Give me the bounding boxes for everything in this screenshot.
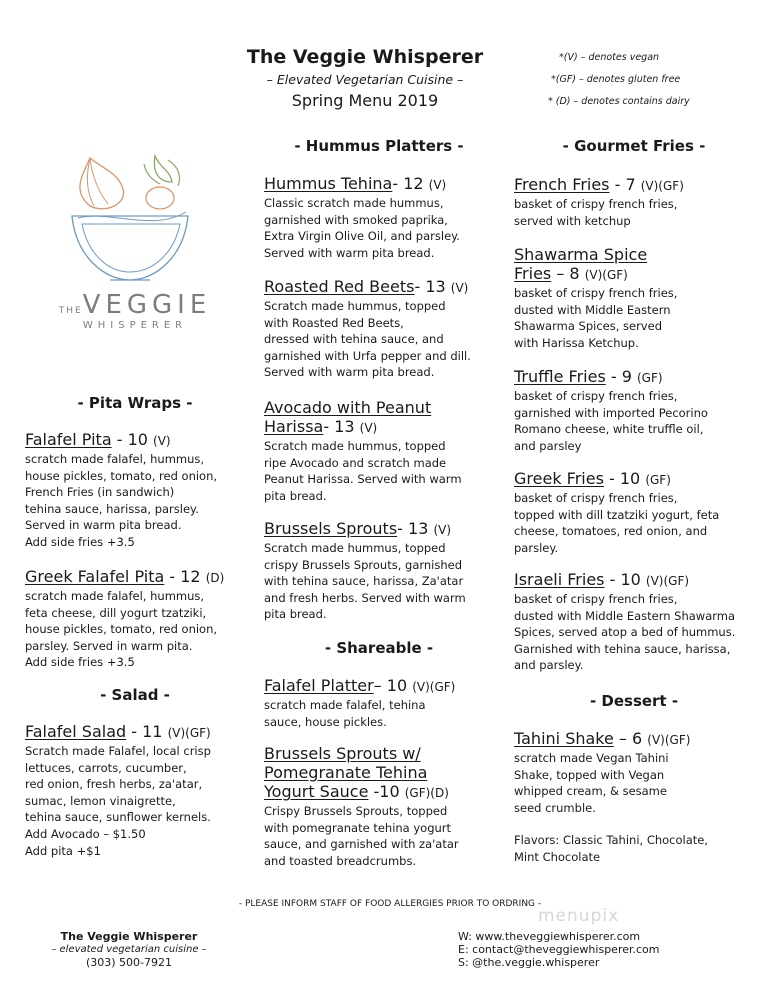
footer-email[interactable]: E: contact@theveggiewhisperer.com [458,943,660,956]
footer-right [458,930,660,969]
menu-item-roasted-red-beets [264,277,471,381]
item-tag: (V)(GF) [645,574,690,588]
item-price: -10 [368,782,400,801]
menu-item-hummus-tehina [264,174,460,261]
item-price: - 13 [323,417,355,436]
desc-line: with pomegranate tehina yogurt [264,820,452,835]
desc-line: Peanut Harissa. Served with warm [264,472,462,487]
item-tag: (V)(GF) [647,733,691,747]
allergy-notice: - PLEASE INFORM STAFF OF FOOD ALLERGIES PRIOR TO ORDRING - [238,899,542,909]
item-name: Shawarma Spice [514,245,648,264]
menu-item-falafel-salad [25,722,211,859]
desc-line: garnished with Urfa pepper and dill. [264,348,471,363]
item-tag: (V)(GF) [412,680,456,694]
heading-hummus-platters: - Hummus Platters - [294,137,464,155]
note-vegan: *(V) – denotes vegan [559,52,660,63]
desc-line: ripe Avocado and scratch made [264,455,447,470]
item-tag: (V)(GF) [167,726,211,740]
logo-the: THE [58,306,83,316]
desc-line: Served in warm pita bread. [25,518,182,533]
item-name: French Fries [514,175,610,194]
desc-line: dressed with tehina sauce, and [264,332,444,347]
desc-line: Shake, topped with Vegan [514,767,665,782]
item-price: - 9 [605,367,632,386]
desc-line: basket of crispy french fries, [514,197,678,211]
desc-line: parsley. Served in warm pita. [25,638,193,653]
item-name: Truffle Fries [514,367,606,386]
desc-line: seed crumble. [514,800,596,815]
desc-line: Scratch made hummus, topped [264,299,446,313]
desc-line: pita bread. [264,607,327,622]
item-price: - 12 [392,174,424,193]
item-name: Hummus Tehina [264,174,393,193]
desc-line: Romano cheese, white truffle oil, [514,422,704,437]
desc-line: sumac, lemon vinaigrette, [25,793,176,808]
note-dairy: * (D) – denotes contains dairy [548,96,690,107]
desc-line: Add side fries +3.5 [25,655,135,670]
desc-line: and fresh herbs. Served with warm [264,590,466,605]
desc-line: basket of crispy french fries, [514,286,678,300]
item-name: Greek Falafel Pita [25,567,165,586]
desc-line: pita bread. [264,488,327,503]
menu-item-greek-falafel-pita [25,567,224,671]
footer-name: The Veggie Whisperer [60,930,198,943]
desc-line: house pickles, tomato, red onion, [25,622,218,637]
desc-line: tehina sauce, sunflower kernels. [25,810,211,825]
item-tag: (V) [359,421,378,435]
desc-line: dusted with Middle Eastern [514,302,671,317]
desc-line: basket of crispy french fries, [514,491,678,505]
desc-line: Add side fries +3.5 [25,534,135,549]
desc-line: Extra Virgin Olive Oil, and parsley. [264,229,460,244]
logo-veggie: VEGGIE [82,290,212,320]
footer-website[interactable]: W: www.theveggiewhisperer.com [458,930,641,943]
desc-line: topped with dill tzatziki yogurt, feta [514,507,720,522]
desc-line: cheese, tomatoes, red onion, and [514,524,708,539]
item-price: – 6 [613,729,643,748]
item-name: Greek Fries [514,469,604,488]
desc-line: Scratch made hummus, topped [264,541,446,555]
desc-line: and toasted breadcrumbs. [264,853,417,868]
footer-tagline: – elevated vegetarian cuisine – [51,944,207,955]
desc-line: French Fries (in sandwich) [25,485,175,500]
item-price: – 10 [373,676,408,695]
menu-item-falafel-pita [25,430,217,551]
desc-line: Add pita +$1 [25,843,101,858]
menu-item-brussels-sprouts [264,519,466,623]
item-price: - 10 [604,570,641,589]
item-price: - 10 [603,469,641,488]
desc-line: dusted with Middle Eastern Shawarma [514,608,736,623]
desc-line: house pickles, tomato, red onion, [25,468,218,483]
desc-line: basket of crispy french fries, [514,389,678,403]
desc-line: Served with warm pita bread. [264,365,435,380]
item-name-line2: Harissa [264,417,324,436]
footer-phone: (303) 500-7921 [85,956,173,969]
item-tag: (V)(GF) [640,179,684,193]
desc-line: feta cheese, dill yogurt tzatziki, [25,605,207,620]
menu-item-truffle-fries [514,367,708,454]
item-name: Falafel Pita [25,430,112,449]
menu-subtitle: – Elevated Vegetarian Cuisine – [266,72,464,87]
veggie-bowl-icon [60,146,210,296]
desc-line: lettuces, carrots, cucumber, [25,760,187,775]
item-name: Falafel Salad [25,722,127,741]
menu-item-brussels-pomegranate [264,744,459,869]
item-price: - 13 [414,277,446,296]
item-tag: (GF) [637,371,663,385]
desc-line: red onion, fresh herbs, za'atar, [25,777,203,792]
desc-line: Served with warm pita bread. [264,245,435,260]
item-price: - 11 [126,722,163,741]
desc-line: tehina sauce, harissa, parsley. [25,501,199,516]
desc-line: scratch made falafel, hummus, [25,589,205,603]
item-tag: (GF)(D) [404,786,449,800]
heading-shareable: - Shareable - [324,639,434,657]
item-name: Brussels Sprouts [264,519,398,538]
item-tag: (V) [428,178,447,192]
item-name: Avocado with Peanut [264,398,432,417]
desc-line: whipped cream, & sesame [514,784,667,799]
note-gluten-free: *(GF) – denotes gluten free [551,74,681,85]
desc-line: with Roasted Red Beets, [264,315,404,330]
desc-line: sauce, house pickles. [264,714,387,729]
logo-graphic [60,146,210,296]
heading-dessert: - Dessert - [589,692,679,710]
footer-left [44,930,214,969]
item-tag: (V) [153,434,171,448]
menu-item-french-fries [514,175,684,229]
item-name: Brussels Sprouts w/ [264,744,421,763]
desc-line: Crispy Brussels Sprouts, topped [264,804,448,818]
desc-line: sauce, and garnished with za'atar [264,837,459,852]
desc-line: with tehina sauce, harissa, Za'atar [264,574,464,589]
item-name: Roasted Red Beets [264,277,415,296]
item-price: - 7 [609,175,636,194]
desc-line: parsley. [514,540,559,555]
desc-line: Shawarma Spices, served [514,319,662,334]
heading-pita-wraps: - Pita Wraps - [77,394,193,412]
item-price: – 8 [551,264,580,283]
desc-line: crispy Brussels Sprouts, garnished [264,557,463,572]
desc-line: served with ketchup [514,213,631,228]
menu-item-tahini-shake [514,729,708,866]
desc-line: garnished with smoked paprika, [264,212,448,227]
desc-line: scratch made falafel, tehina [264,698,426,712]
desc-line: Spices, served atop a bed of hummus. [514,625,736,640]
item-price: - 10 [111,430,148,449]
desc-line: scratch made falafel, hummus, [25,452,205,466]
item-name: Falafel Platter [264,676,374,695]
legend-notes [548,47,690,113]
heading-salad: - Salad - [100,686,170,704]
desc-line: Garnished with tehina sauce, harissa, [514,641,731,656]
desc-line: Add Avocado – $1.50 [25,826,146,841]
footer-social[interactable]: S: @the.veggie.whisperer [458,956,600,969]
item-tag: (D) [205,571,225,585]
item-price: - 12 [164,567,201,586]
desc-line: and parsley [514,438,582,453]
desc-line: with Harissa Ketchup. [514,335,639,350]
item-name-line2: Pomegranate Tehina [264,763,428,782]
item-tag: (V) [433,523,452,537]
menu-season: Spring Menu 2019 [291,91,439,110]
item-tag: (GF) [645,473,671,487]
flavors-line: Mint Chocolate [514,849,601,864]
item-name-line3: Yogurt Sauce [264,782,369,801]
item-name-line2: Fries [514,264,552,283]
flavors-line: Flavors: Classic Tahini, Chocolate, [514,833,709,848]
desc-line: and parsley. [514,658,584,673]
item-name: Tahini Shake [514,729,614,748]
desc-line: Classic scratch made hummus, [264,196,444,210]
item-tag: (V) [450,281,469,295]
item-tag: (V)(GF) [584,268,628,282]
desc-line: basket of crispy french fries, [514,592,678,606]
heading-gourmet-fries: - Gourmet Fries - [562,137,706,155]
menu-item-avocado-peanut-harissa [264,398,462,504]
desc-line: Scratch made Falafel, local crisp [25,744,211,758]
desc-line: scratch made Vegan Tahini [514,751,669,765]
menu-item-shawarma-fries [514,245,677,351]
menu-item-greek-fries [514,469,719,556]
desc-line: Scratch made hummus, topped [264,439,446,453]
menu-item-israeli-fries [514,570,735,674]
logo-whisperer: WHISPERER [82,320,188,331]
item-price: - 13 [397,519,429,538]
menu-item-falafel-platter [264,676,455,730]
menu-title: The Veggie Whisperer [246,46,484,68]
item-name: Israeli Fries [514,570,605,589]
logo-wordmark [40,290,230,331]
watermark: menupix [538,906,620,926]
desc-line: garnished with imported Pecorino [514,405,708,420]
